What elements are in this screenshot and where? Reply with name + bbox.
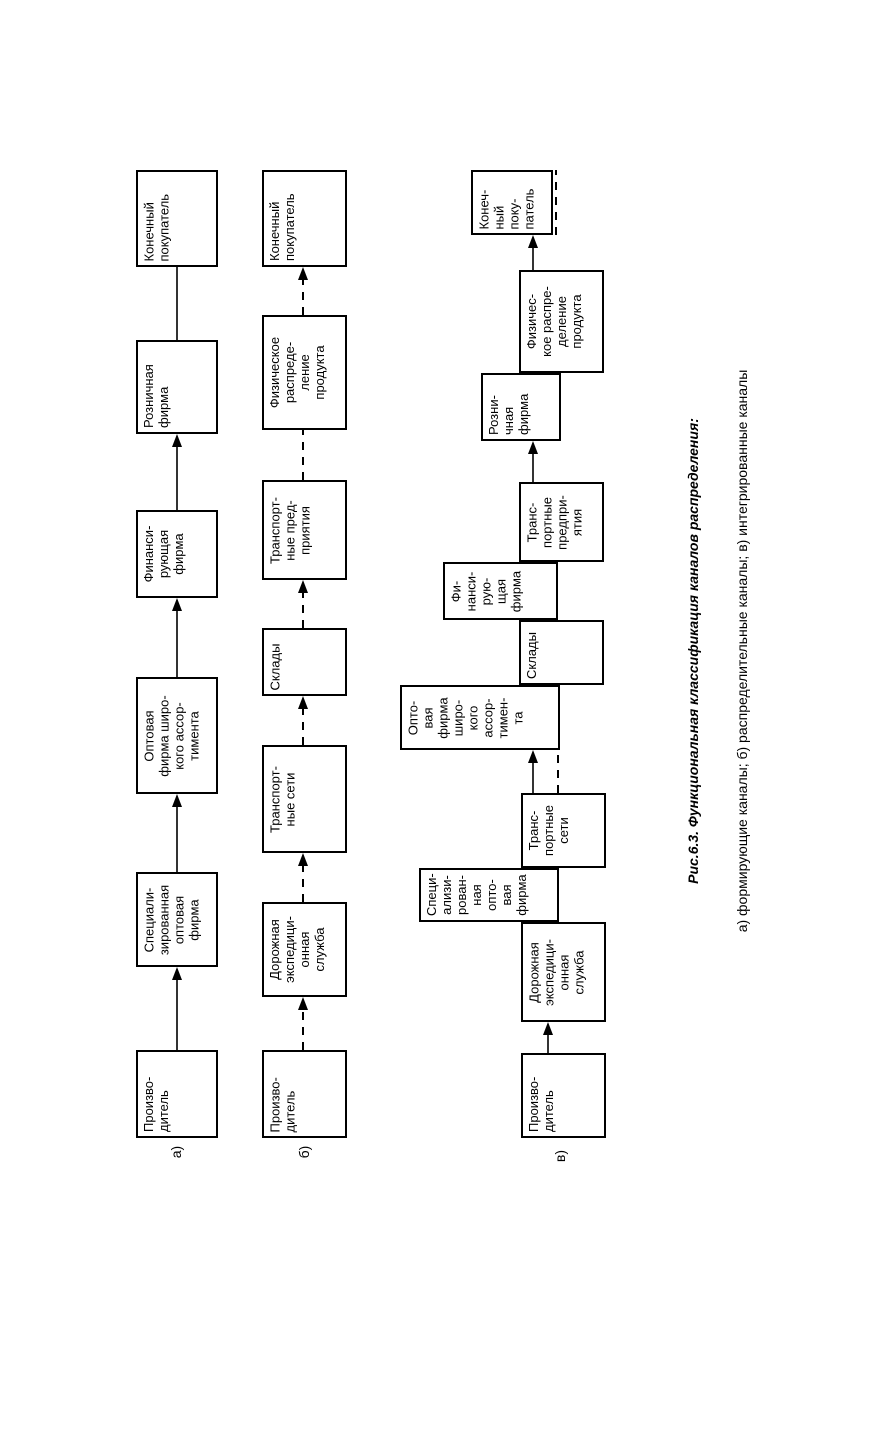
box-text-line: сети	[556, 817, 571, 844]
box-text-line: ная	[469, 884, 484, 906]
c-consumer-box	[471, 170, 553, 235]
box-text-line: Конечный	[267, 201, 282, 261]
box-text-line: дитель	[282, 1090, 297, 1132]
box-text-line: Финанси-	[141, 525, 156, 583]
box-text-line: предпри-	[554, 494, 569, 550]
arrow-up-head	[172, 434, 182, 447]
box-text-line: та	[510, 710, 525, 725]
arrow-up-head	[528, 750, 538, 763]
box-text-line: широ-	[450, 699, 465, 736]
box-text-line: ализи-	[439, 875, 454, 915]
box-text-line: Транс-	[526, 810, 541, 851]
caption-subtitle: а) формирующие каналы; б) распределительные каналы; в) интегрированные каналы	[734, 369, 750, 933]
arrow-up-head	[172, 598, 182, 611]
box-text-line: портные	[541, 805, 556, 856]
box-text-line: оптовая	[171, 895, 186, 944]
box-text-line: рую-	[478, 577, 493, 605]
b-transport-enterprises-box	[262, 480, 347, 580]
box-text-line: покупатель	[282, 193, 297, 261]
box-text-line: Физическое	[267, 336, 282, 409]
box-text-line: дитель	[541, 1090, 556, 1132]
c-wholesale-wide-box	[400, 685, 560, 750]
box-text-line: служба	[571, 950, 586, 994]
caption-title: Рис.6.3. Функциональная классификация каналов распределения:	[685, 418, 701, 884]
box-text-line: фирма	[435, 696, 450, 739]
box-text-line: экспедици-	[541, 938, 556, 1006]
b-producer-box	[262, 1050, 347, 1138]
row-label-a: а)	[168, 1145, 184, 1159]
arrow-up-head	[298, 267, 308, 280]
box-text-line: кого ассор-	[171, 701, 186, 770]
arrow-up-head	[298, 853, 308, 866]
b-consumer-box	[262, 170, 347, 267]
arrow-up-head	[172, 967, 182, 980]
box-text-line: Склады	[524, 632, 539, 679]
row-label-c: в)	[552, 1149, 568, 1163]
a-specialized-wholesale-box	[136, 872, 218, 967]
c-road-forwarding-box	[521, 922, 606, 1022]
box-text-line: Оптовая	[141, 709, 156, 762]
box-text-line: поку-	[506, 198, 521, 229]
box-text-line: Конеч-	[476, 189, 491, 229]
box-text-line: ассор-	[480, 697, 495, 738]
box-text-line: Транс-	[524, 502, 539, 542]
box-text-line: служба	[312, 927, 327, 972]
box-text-line: тимента	[186, 710, 201, 761]
box-text-line: Дорожная	[526, 941, 541, 1003]
box-text-line: зированная	[156, 884, 171, 955]
box-text-line: чная	[501, 406, 516, 435]
box-text-line: онная	[297, 931, 312, 968]
box-text-line: фирма	[508, 570, 523, 612]
arrow-up-head	[528, 441, 538, 454]
box-text-line: ные сети	[282, 772, 297, 826]
a-financing-box	[136, 510, 218, 598]
box-text-line: вая	[420, 706, 435, 729]
box-text-line: Розни-	[486, 395, 501, 435]
box-text-line: опто-	[484, 879, 499, 911]
box-text-line: Специали-	[141, 887, 156, 952]
arrow-up-head	[298, 696, 308, 709]
box-text-line: вая	[499, 884, 514, 906]
b-physical-distribution-box	[262, 315, 347, 430]
box-text-line: приятия	[297, 505, 312, 555]
box-text-line: Произво-	[267, 1076, 282, 1132]
box-text-line: патель	[521, 188, 536, 229]
a-wholesale-wide-box	[136, 677, 218, 794]
box-text-line: ятия	[569, 508, 584, 536]
box-text-line: дитель	[156, 1090, 171, 1132]
box-text-line: фирма	[516, 393, 531, 435]
box-text-line: рован-	[454, 875, 469, 915]
a-retail-box	[136, 340, 218, 434]
box-text-line: Дорожная	[267, 919, 282, 980]
c-warehouses-box	[519, 620, 604, 685]
box-text-line: Склады	[267, 643, 282, 690]
c-transport-networks-box	[521, 793, 606, 868]
b-road-forwarding-box	[262, 902, 347, 997]
box-text-line: Произво-	[141, 1076, 156, 1132]
b-warehouses-box	[262, 628, 347, 696]
b-transport-networks-box	[262, 745, 347, 853]
row-label-b: б)	[296, 1145, 312, 1159]
box-text-line: распреде-	[282, 341, 297, 404]
box-text-line: продукта	[312, 345, 327, 400]
box-text-line: Специ-	[424, 873, 439, 916]
box-text-line: ление	[297, 354, 312, 391]
a-consumer-box	[136, 170, 218, 267]
c-financing-box	[443, 562, 558, 620]
box-text-line: ный	[491, 205, 506, 229]
box-text-line: ные пред-	[282, 499, 297, 561]
arrow-up-head	[172, 794, 182, 807]
box-text-line: Фи-	[448, 580, 463, 602]
box-text-line: фирма	[156, 386, 171, 428]
box-text-line: нанси-	[463, 571, 478, 611]
box-text-line: деление	[554, 296, 569, 347]
box-text-line: тимен-	[495, 697, 510, 738]
arrow-up-head	[298, 997, 308, 1010]
a-producer-box	[136, 1050, 218, 1138]
arrow-up-head	[298, 580, 308, 593]
arrow-up-head	[543, 1022, 553, 1035]
box-text-line: портные	[539, 496, 554, 548]
c-specialized-wholesale-box	[419, 868, 559, 922]
c-producer-box	[521, 1053, 606, 1138]
box-text-line: рующая	[156, 529, 171, 579]
c-transport-enterprises-box	[519, 482, 604, 562]
box-text-line: покупатель	[156, 193, 171, 261]
box-text-line: Физичес-	[524, 293, 539, 350]
box-text-line: фирма	[171, 533, 186, 575]
box-text-line: Транспорт-	[267, 496, 282, 564]
box-text-line: Конечный	[141, 201, 156, 261]
box-text-line: фирма широ-	[156, 694, 171, 777]
box-text-line: продукта	[569, 294, 584, 349]
box-text-line: фирма	[186, 898, 201, 941]
c-physical-distribution-box	[519, 270, 604, 373]
box-text-line: Транспорт-	[267, 765, 282, 833]
box-text-line: кое распре-	[539, 286, 554, 357]
box-text-line: кого	[465, 705, 480, 730]
arrow-up-head	[528, 235, 538, 248]
box-text-line: фирма	[514, 874, 529, 916]
box-text-line: Произво-	[526, 1076, 541, 1132]
c-retail-box	[481, 373, 561, 441]
box-text-line: щая	[493, 578, 508, 604]
box-text-line: экспедици-	[282, 916, 297, 983]
box-text-line: Розничная	[141, 364, 156, 428]
box-text-line: онная	[556, 954, 571, 990]
box-text-line: Опто-	[405, 700, 420, 735]
